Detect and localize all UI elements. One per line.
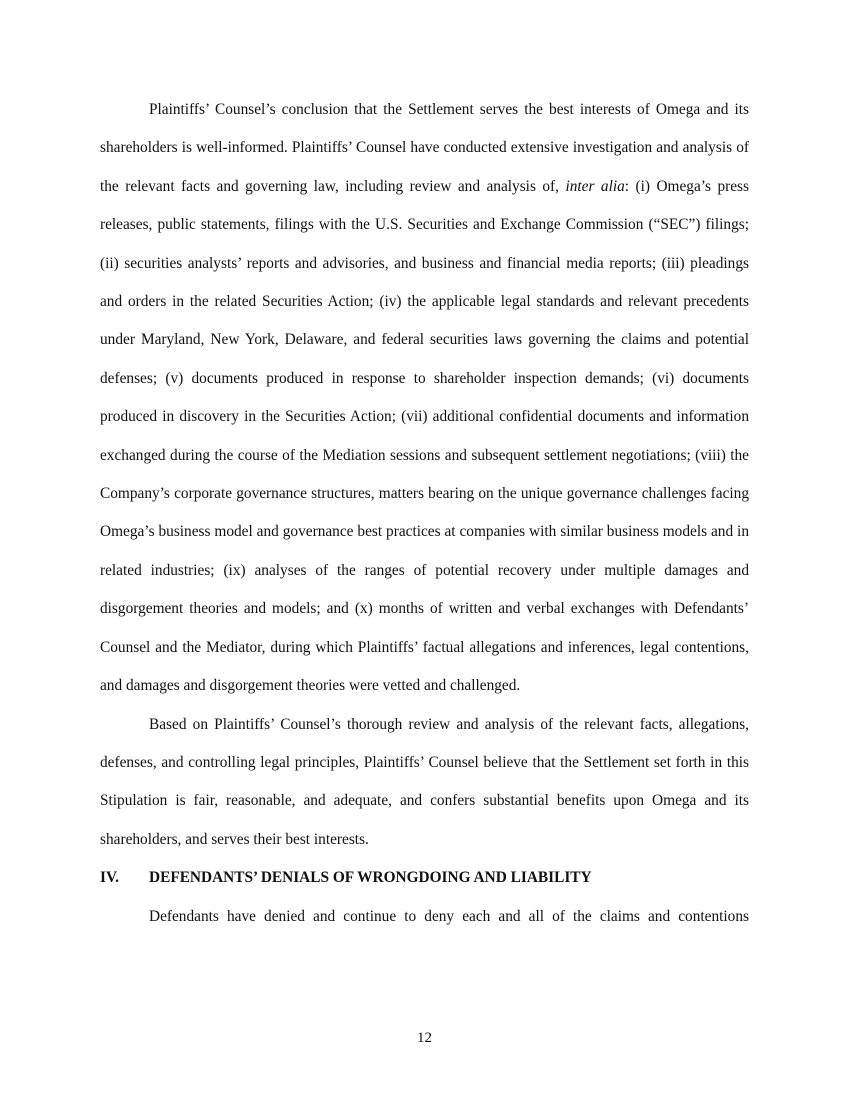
paragraph-defendants-denials-text: Defendants have denied and continue to deny each and all of the claims and contentions [149, 907, 749, 925]
paragraph-counsel-conclusion [100, 91, 749, 706]
paragraph-defendants-denials [100, 898, 749, 936]
section-title: DEFENDANTS’ DENIALS OF WRONGDOING AND LIABILITY [149, 869, 592, 887]
paragraph-counsel-conclusion-part-2: : (i) Omega’s press releases, public statements, filings with the U.S. Securities and Exchange Commission (“SEC”) filings; (ii) securities analysts’ reports and advisories, and business and financial media reports; (iii) pleadings and orders in the related Securities Action; (iv) the applicable legal standards and relevant precedents under Maryland, New York, Delaware, and federal securities laws governing the claims and potential defenses; (v) documents produced in response to shareholder inspection demands; (vi) documents produced in discovery in the Securities Action; (vii) additional confidential documents and information exchanged during the course of the Mediation sessions and subsequent settlement negotiations; (viii) the Company’s corporate governance structures, matters bearing on the unique governance challenges facing Omega’s business model and governance best practices at companies with similar business models and in related industries; (ix) analyses of the ranges of potential recovery under multiple damages and disgorgement theories and models; and (x) months of written and verbal exchanges with Defendants’ Counsel and the Mediator, during which Plaintiffs’ factual allegations and inferences, legal contentions, and damages and disgorgement theories were vetted and challenged. [100, 177, 749, 695]
paragraph-settlement-fairness: Based on Plaintiffs’ Counsel’s thorough review and analysis of the relevant facts, allegations, defenses, and controlling legal principles, Plaintiffs’ Counsel believe that the Settlement set forth in this Stipulation is fair, reasonable, and adequate, and confers substantial benefits upon Omega and its shareholders, and serves their best interests. [100, 715, 749, 848]
document-body [100, 91, 749, 936]
paragraph-counsel-conclusion-part-1: Plaintiffs’ Counsel’s conclusion that the Settlement serves the best interests of Omega and its shareholders is well-informed. Plaintiffs’ Counsel have conducted extensive investigation and analysis of the relevant facts and governing law, including review and analysis of, [100, 101, 749, 195]
section-heading [100, 859, 749, 897]
section-number: IV. [100, 869, 119, 887]
inter-alia-italic: inter alia [565, 177, 625, 195]
page-number: 12 [417, 1030, 432, 1046]
